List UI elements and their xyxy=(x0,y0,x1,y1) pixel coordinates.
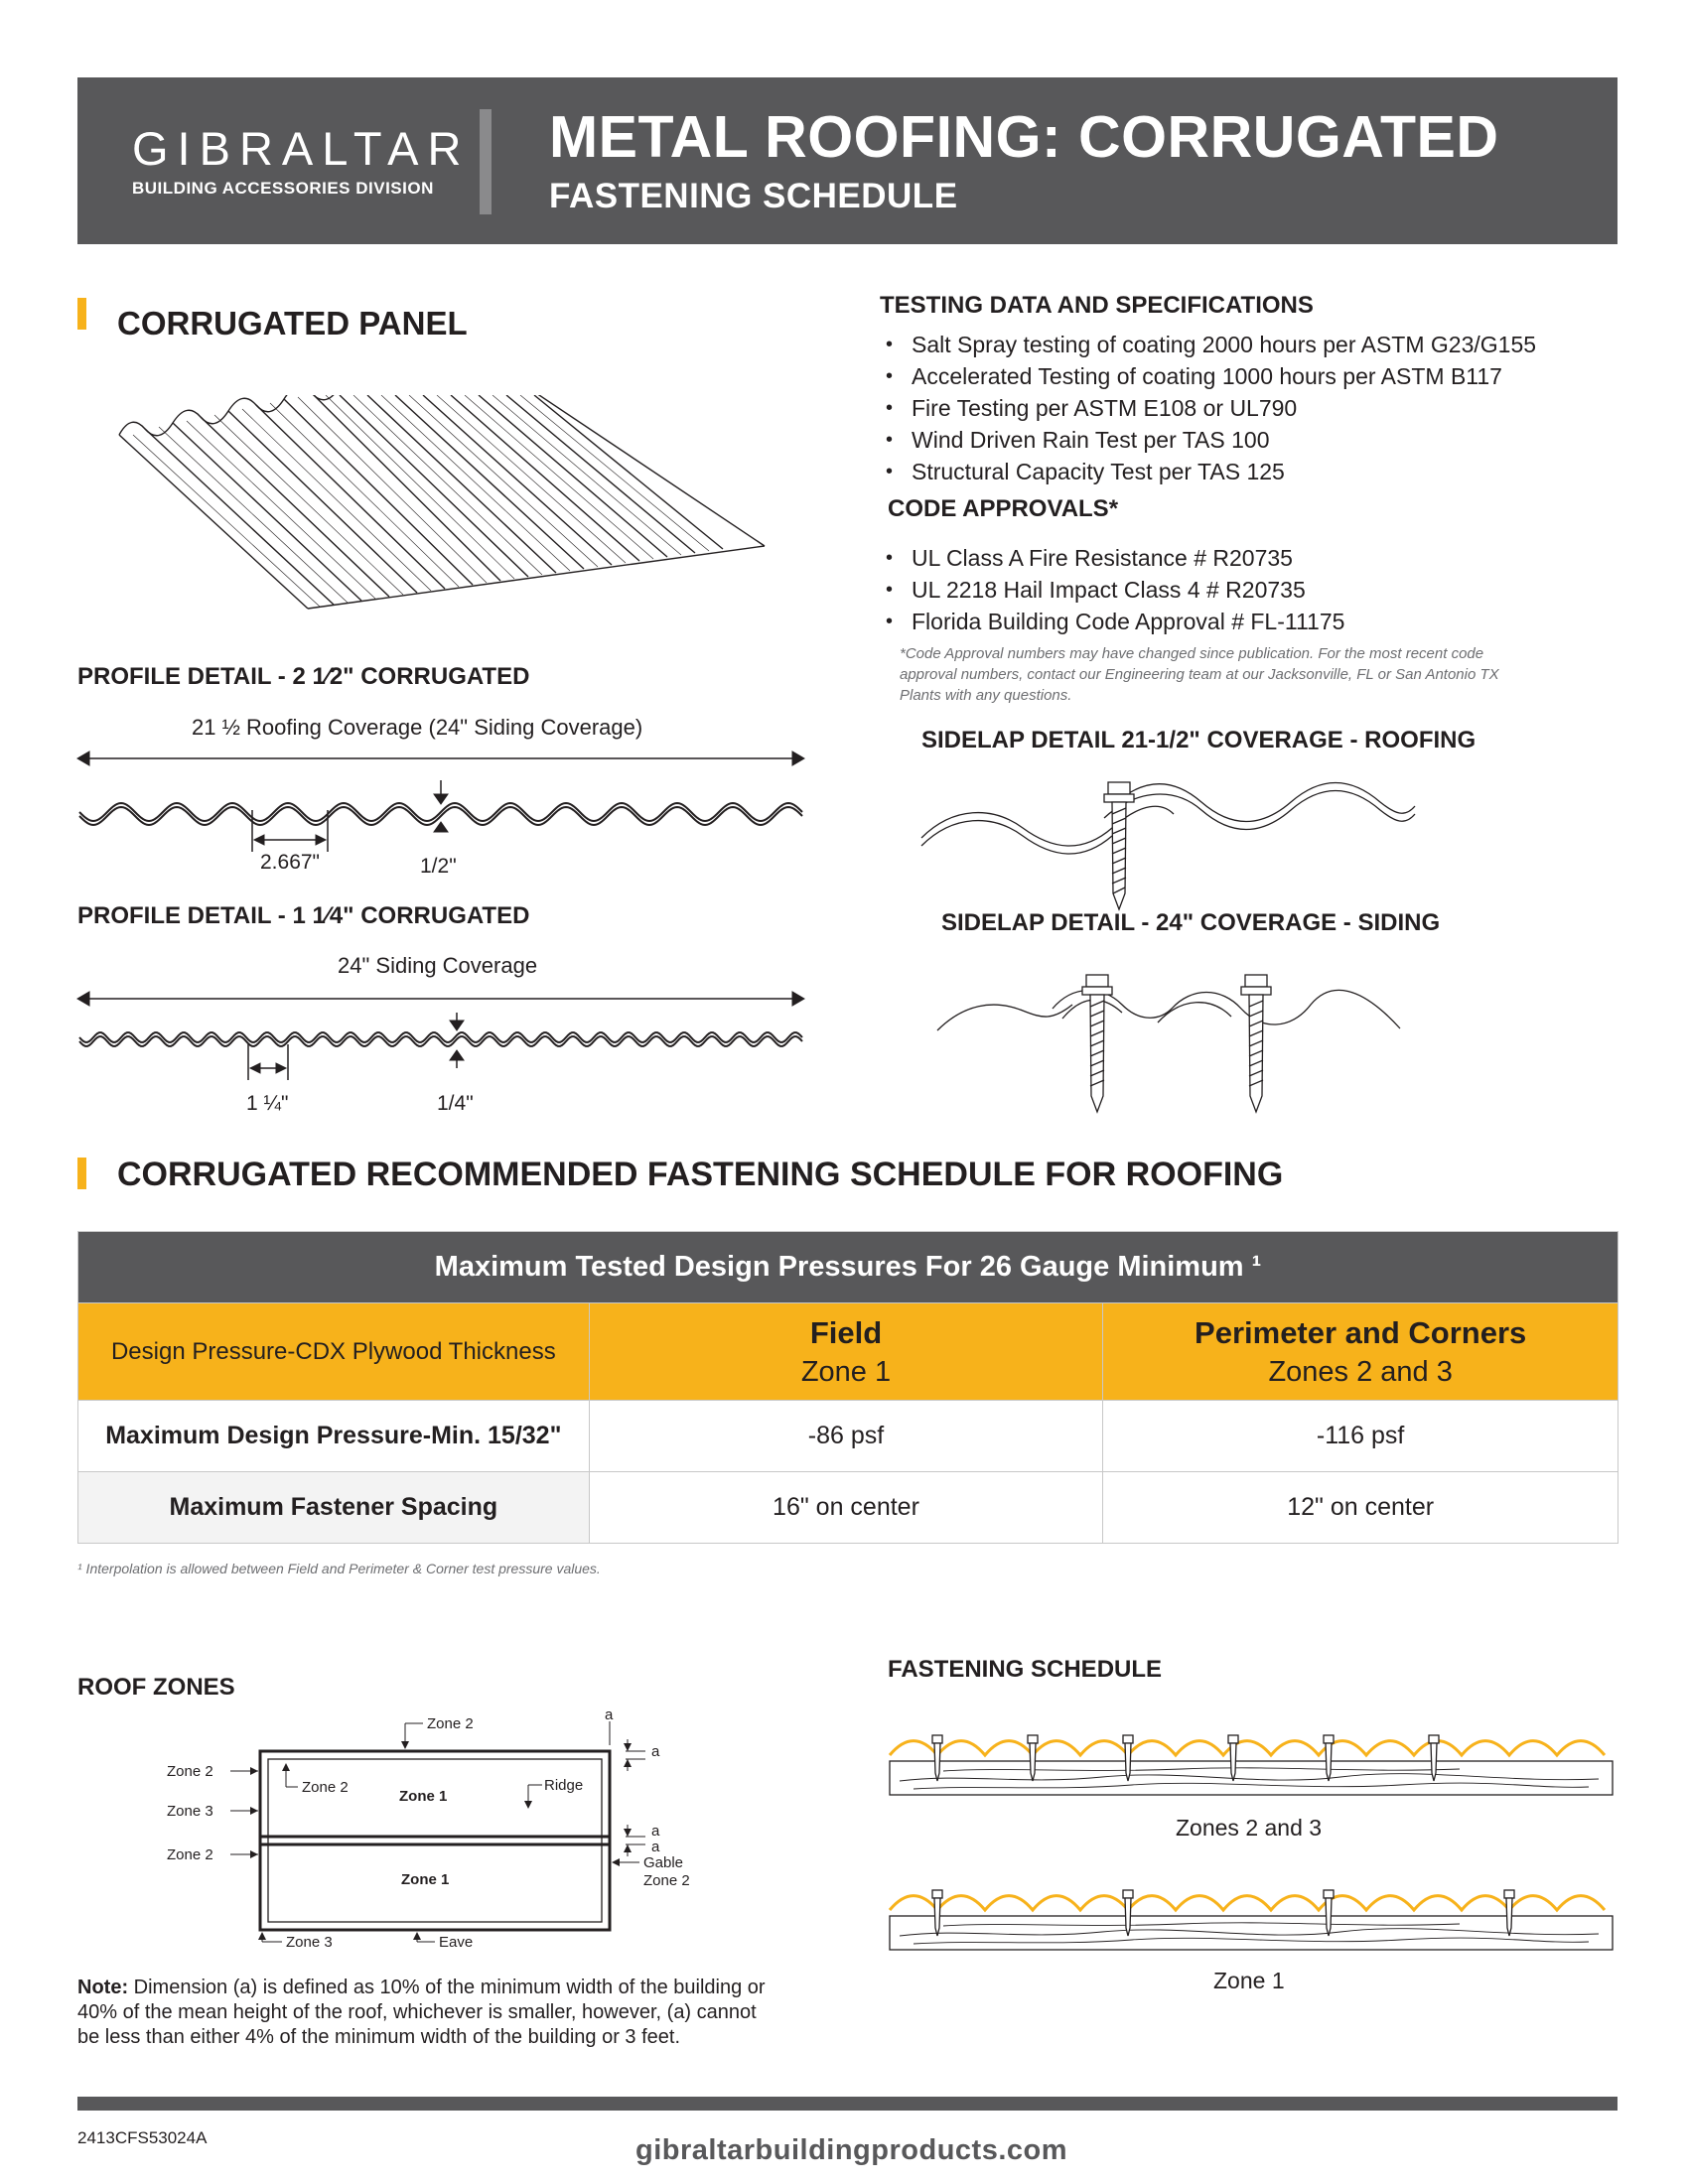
sidelap-roofing-diagram xyxy=(914,766,1420,915)
roof-zone-label: Gable xyxy=(643,1854,684,1871)
roof-zone-label: a xyxy=(651,1823,660,1840)
table-header-row xyxy=(78,1303,1618,1401)
list-item: • UL Class A Fire Resistance # R20735 xyxy=(880,542,1344,574)
corrugated-panel-illustration xyxy=(109,395,774,618)
roof-zone-label: a xyxy=(651,1839,660,1855)
note-line: 40% of the mean height of the roof, whichever is smaller, however, (a) cannot xyxy=(77,2001,757,2023)
profile-2-5-pitch: 2.667" xyxy=(260,851,321,874)
note-label: Note: xyxy=(77,1977,129,1998)
profile-2-5-heading: PROFILE DETAIL - 2 1⁄2" CORRUGATED xyxy=(77,663,530,690)
roof-zone-label: a xyxy=(651,1743,660,1760)
fastening-zone1-label: Zone 1 xyxy=(1213,1968,1285,1993)
list-item: • Fire Testing per ASTM E108 or UL790 xyxy=(880,392,1536,424)
document-code: 2413CFS53024A xyxy=(77,2128,208,2147)
sidelap-roofing-heading: SIDELAP DETAIL 21-1/2" COVERAGE - ROOFING xyxy=(921,727,1477,753)
roof-zones-diagram xyxy=(159,1709,735,1948)
screw-head xyxy=(1123,1735,1133,1743)
table-row xyxy=(78,1472,1618,1544)
roof-zones-note xyxy=(77,1976,766,2050)
screw-head xyxy=(932,1735,942,1743)
screw-head xyxy=(1324,1890,1334,1898)
page-title: METAL ROOFING: CORRUGATED xyxy=(549,104,1499,170)
table-cell: 12" on center xyxy=(1103,1472,1618,1544)
testing-list xyxy=(880,329,1536,487)
roof-zone-label: Zone 2 xyxy=(302,1779,349,1796)
screw-head xyxy=(1028,1735,1038,1743)
section-accent xyxy=(77,1158,86,1189)
list-item: • Salt Spray testing of coating 2000 hours per ASTM G23/G155 xyxy=(880,329,1536,360)
col-title: Perimeter and Corners xyxy=(1195,1314,1527,1350)
note-line: Dimension (a) is defined as 10% of the minimum width of the building or xyxy=(128,1977,766,1998)
page-subtitle: FASTENING SCHEDULE xyxy=(549,177,958,215)
roof-zone-label: Ridge xyxy=(544,1777,584,1794)
roof-zone-label: Zone 2 xyxy=(167,1846,213,1863)
col-title: Field xyxy=(809,1314,883,1350)
section-accent xyxy=(77,298,86,330)
note-line: Plants with any questions. xyxy=(900,687,1072,704)
roof-zone-label: Eave xyxy=(439,1934,474,1948)
table-footnote: ¹ Interpolation is allowed between Field and Perimeter & Corner test pressure values. xyxy=(77,1561,601,1576)
profile-2-5-coverage: 21 ½ Roofing Coverage (24" Siding Coverage) xyxy=(192,715,643,740)
fastening-heading: FASTENING SCHEDULE xyxy=(888,1656,1163,1683)
profile-2-5-depth: 1/2" xyxy=(420,855,457,878)
profile-1-25-coverage: 24" Siding Coverage xyxy=(338,953,538,978)
list-item: • Florida Building Code Approval # FL-11175 xyxy=(880,606,1344,637)
table-header-cell xyxy=(589,1303,1103,1401)
sidelap-siding-diagram xyxy=(933,949,1410,1118)
screw-head xyxy=(1504,1890,1514,1898)
website-link[interactable]: gibraltarbuildingproducts.com xyxy=(635,2134,1068,2166)
table-cell: -86 psf xyxy=(589,1401,1103,1472)
screw-head xyxy=(1228,1735,1238,1743)
table-cell: 16" on center xyxy=(589,1472,1103,1544)
design-pressure-table xyxy=(77,1231,1618,1544)
table-header-cell xyxy=(1103,1303,1618,1401)
profile-1-25-pitch: 1 ¼" xyxy=(246,1092,289,1115)
list-item: • UL 2218 Hail Impact Class 4 # R20735 xyxy=(880,574,1344,606)
roof-zone-label: a xyxy=(605,1709,614,1723)
note-line: *Code Approval numbers may have changed since publication. For the most recent code xyxy=(900,645,1484,662)
roof-zone-label: Zone 1 xyxy=(401,1871,450,1888)
footer-bar xyxy=(77,2097,1618,2111)
list-item: • Wind Driven Rain Test per TAS 100 xyxy=(880,424,1536,456)
roof-zone-label: Zone 2 xyxy=(427,1715,474,1732)
sidelap-siding-heading: SIDELAP DETAIL - 24" COVERAGE - SIDING xyxy=(941,909,1441,936)
roof-zone-label: Zone 2 xyxy=(643,1872,690,1889)
fastening-zones23-label: Zones 2 and 3 xyxy=(1176,1815,1323,1841)
screw-head xyxy=(1123,1890,1133,1898)
roof-zones-heading: ROOF ZONES xyxy=(77,1674,235,1701)
brand-division: BUILDING ACCESSORIES DIVISION xyxy=(132,179,434,198)
table-cell: Maximum Fastener Spacing xyxy=(78,1472,590,1544)
codes-list xyxy=(880,542,1344,637)
fastening-zones23-diagram xyxy=(884,1725,1618,1815)
fastening-zone1-diagram xyxy=(884,1880,1618,1970)
codes-note xyxy=(900,643,1499,706)
panel-heading: CORRUGATED PANEL xyxy=(117,305,468,341)
roof-zone-label: Zone 3 xyxy=(167,1803,213,1820)
col-subtitle: Zones 2 and 3 xyxy=(1268,1355,1453,1388)
table-cell: -116 psf xyxy=(1103,1401,1618,1472)
note-line: be less than either 4% of the minimum width of the building or 3 feet. xyxy=(77,2026,681,2048)
roof-zone-label: Zone 2 xyxy=(167,1763,213,1780)
brand-logo: GIBRALTAR xyxy=(132,122,471,175)
table-row xyxy=(78,1401,1618,1472)
header-divider xyxy=(480,109,492,214)
roof-zone-label: Zone 3 xyxy=(286,1934,333,1948)
roof-zone-label: Zone 1 xyxy=(399,1788,448,1805)
testing-heading: TESTING DATA AND SPECIFICATIONS xyxy=(880,292,1314,319)
profile-1-25-heading: PROFILE DETAIL - 1 1⁄4" CORRUGATED xyxy=(77,902,530,929)
list-item: • Accelerated Testing of coating 1000 hours per ASTM B117 xyxy=(880,360,1536,392)
note-line: approval numbers, contact our Engineering team at our Jacksonville, FL or San Antonio TX xyxy=(900,666,1499,683)
table-title: Maximum Tested Design Pressures For 26 Gauge Minimum ¹ xyxy=(78,1232,1618,1303)
screw-head xyxy=(932,1890,942,1898)
list-item: • Structural Capacity Test per TAS 125 xyxy=(880,456,1536,487)
table-header-cell: Design Pressure-CDX Plywood Thickness xyxy=(78,1303,590,1401)
codes-heading: CODE APPROVALS* xyxy=(888,495,1119,522)
table-cell: Maximum Design Pressure-Min. 15/32" xyxy=(78,1401,590,1472)
profile-1-25-depth: 1/4" xyxy=(437,1092,474,1115)
screw-head xyxy=(1324,1735,1334,1743)
schedule-heading: CORRUGATED RECOMMENDED FASTENING SCHEDULE FOR ROOFING xyxy=(117,1156,1284,1193)
screw-head xyxy=(1429,1735,1439,1743)
col-subtitle: Zone 1 xyxy=(800,1355,892,1388)
